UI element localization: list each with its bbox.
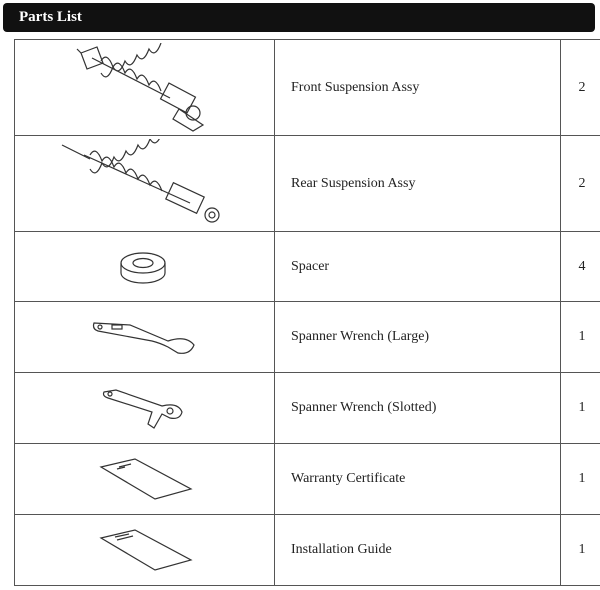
part-qty: 2	[561, 136, 600, 232]
part-name: Spacer	[275, 232, 561, 302]
part-name: Front Suspension Assy	[275, 40, 561, 136]
certificate-icon	[95, 457, 195, 501]
table-row	[15, 444, 600, 515]
part-name: Warranty Certificate	[275, 444, 561, 515]
parts-table	[14, 39, 600, 586]
part-name: Spanner Wrench (Slotted)	[275, 373, 561, 444]
part-image-cell	[15, 136, 275, 232]
part-qty: 4	[561, 232, 600, 302]
table-row	[15, 136, 600, 232]
part-name: Installation Guide	[275, 515, 561, 586]
table-row	[15, 232, 600, 302]
part-image-cell	[15, 302, 275, 373]
header-title: Parts List	[19, 9, 82, 25]
parts-list-header	[3, 3, 595, 32]
table-row	[15, 40, 600, 136]
part-image-cell	[15, 444, 275, 515]
part-image-cell	[15, 40, 275, 136]
front-suspension-icon	[75, 43, 215, 133]
part-image-cell	[15, 373, 275, 444]
part-qty: 1	[561, 444, 600, 515]
table-row	[15, 373, 600, 444]
part-image-cell	[15, 232, 275, 302]
part-name: Rear Suspension Assy	[275, 136, 561, 232]
part-qty: 1	[561, 515, 600, 586]
part-image-cell	[15, 515, 275, 586]
part-name: Spanner Wrench (Large)	[275, 302, 561, 373]
table-row	[15, 302, 600, 373]
part-qty: 1	[561, 373, 600, 444]
spanner-wrench-large-icon	[90, 317, 200, 357]
guide-icon	[95, 528, 195, 572]
spanner-wrench-slotted-icon	[100, 386, 190, 430]
rear-suspension-icon	[60, 139, 230, 229]
table-row	[15, 515, 600, 586]
part-qty: 2	[561, 40, 600, 136]
spacer-icon	[115, 245, 175, 289]
part-qty: 1	[561, 302, 600, 373]
